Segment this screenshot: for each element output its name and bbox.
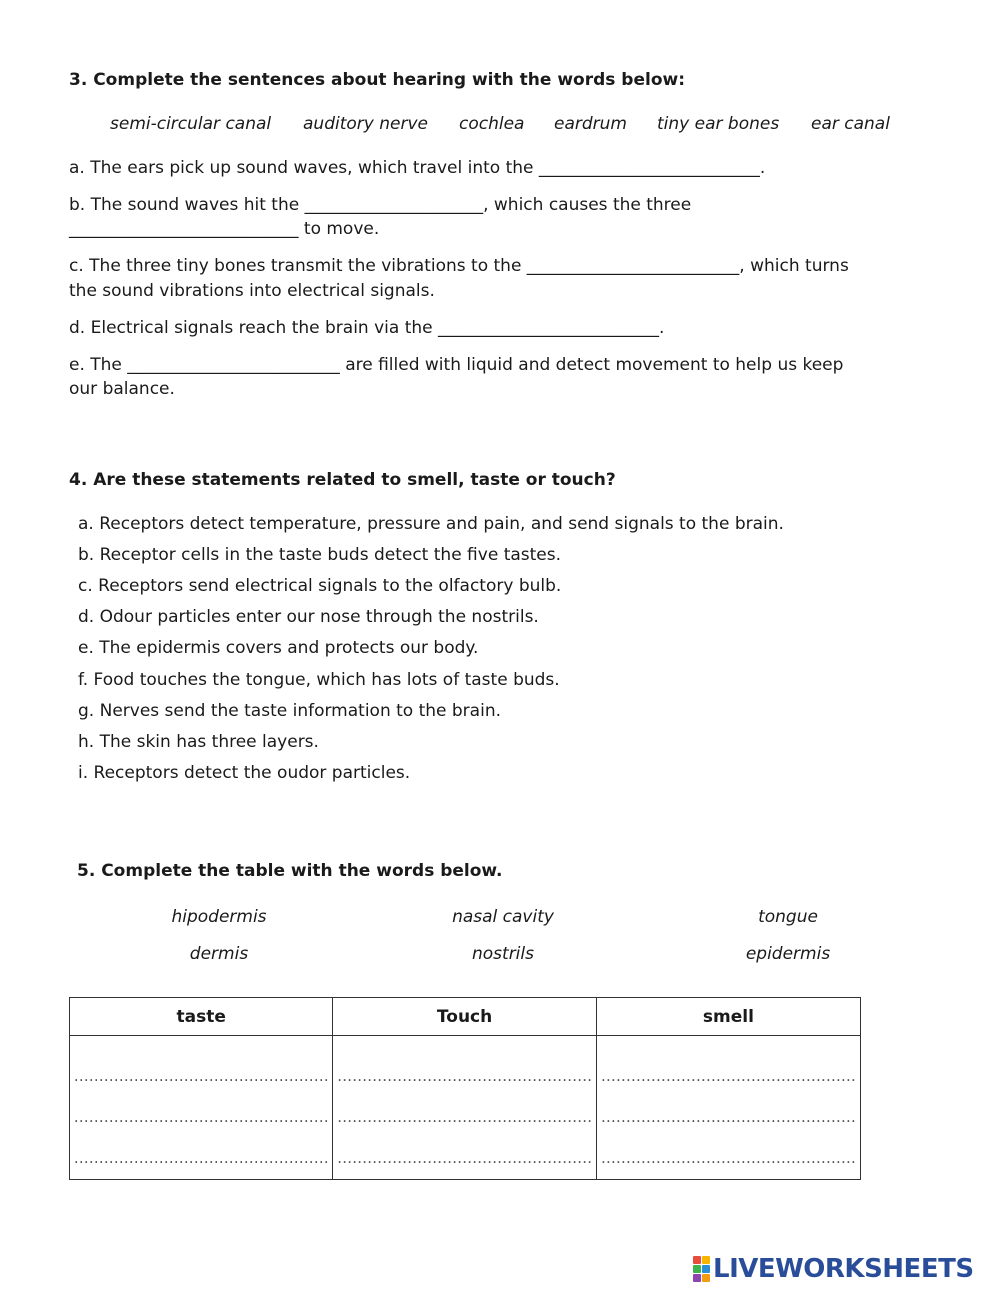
- logo-text: LIVEWORKSHEETS: [713, 1254, 974, 1284]
- liveworksheets-logo: [693, 1254, 974, 1284]
- answer-blank[interactable]: ……………………………………………: [337, 1067, 593, 1085]
- answer-blank[interactable]: ……………………………………………: [337, 1149, 593, 1167]
- answer-blank[interactable]: ……………………………………………: [73, 1108, 329, 1126]
- statement-item: b. Receptor cells in the taste buds detect the five tastes.: [78, 545, 562, 565]
- statement-item: c. Receptors send electrical signals to the olfactory bulb.: [78, 576, 562, 596]
- word-bank-item: eardrum: [554, 114, 627, 134]
- statement-item: e. The epidermis covers and protects our body.: [78, 638, 479, 658]
- answer-blank[interactable]: ……………………………………………: [73, 1149, 329, 1167]
- sentence-c-line-2: the sound vibrations into electrical signals.: [69, 281, 435, 301]
- taste-answer-cell[interactable]: [70, 1036, 333, 1180]
- word-bank-item: epidermis: [745, 944, 831, 964]
- statement-item: i. Receptors detect the oudor particles.: [78, 763, 411, 783]
- statement-item: a. Receptors detect temperature, pressure and pain, and send signals to the brain.: [78, 514, 784, 534]
- statement-item: f. Food touches the tongue, which has lots of taste buds.: [78, 670, 560, 690]
- answer-blank[interactable]: ……………………………………………: [600, 1108, 856, 1126]
- statement-item: d. Odour particles enter our nose through the nostrils.: [78, 607, 539, 627]
- sentence-d: d. Electrical signals reach the brain via the __________________________.: [69, 318, 665, 338]
- sentence-e-line-1: e. The _________________________ are filled with liquid and detect movement to help us keep: [69, 355, 844, 375]
- word-bank-item: ear canal: [811, 114, 890, 134]
- sentence-e-line-2: our balance.: [69, 379, 175, 399]
- word-bank-item: tongue: [758, 907, 818, 927]
- sentence-c-line-1: c. The three tiny bones transmit the vibrations to the _________________________, which turns: [69, 256, 849, 276]
- word-bank-item: tiny ear bones: [657, 114, 780, 134]
- touch-answer-cell[interactable]: [333, 1036, 596, 1180]
- sentence-a: a. The ears pick up sound waves, which travel into the __________________________.: [69, 158, 766, 178]
- answer-blank[interactable]: ……………………………………………: [337, 1108, 593, 1126]
- word-bank-item: dermis: [189, 944, 249, 964]
- word-bank-item: nostrils: [472, 944, 534, 964]
- word-bank-item: auditory nerve: [303, 114, 428, 134]
- answer-blank[interactable]: ……………………………………………: [600, 1067, 856, 1085]
- word-bank-item: semi-circular canal: [110, 114, 272, 134]
- word-bank-item: hipodermis: [171, 907, 267, 927]
- answer-blank[interactable]: ……………………………………………: [600, 1149, 856, 1167]
- word-bank-item: nasal cavity: [452, 907, 554, 927]
- section-3-title: 3. Complete the sentences about hearing with the words below:: [69, 70, 686, 90]
- smell-answer-cell[interactable]: [596, 1036, 860, 1180]
- section-5-title: 5. Complete the table with the words below.: [77, 861, 503, 881]
- word-bank-item: cochlea: [459, 114, 525, 134]
- column-header-taste: taste: [70, 998, 333, 1036]
- section-4-title: 4. Are these statements related to smell, taste or touch?: [69, 470, 616, 490]
- sentence-b-line-2: ___________________________ to move.: [69, 219, 380, 239]
- sentence-b-line-1: b. The sound waves hit the _____________________, which causes the three: [69, 195, 692, 215]
- logo-grid-icon: [693, 1256, 710, 1282]
- answer-table: [69, 997, 861, 1180]
- column-header-touch: Touch: [333, 998, 596, 1036]
- column-header-smell: smell: [596, 998, 860, 1036]
- statement-item: g. Nerves send the taste information to the brain.: [78, 701, 501, 721]
- statement-item: h. The skin has three layers.: [78, 732, 319, 752]
- answer-blank[interactable]: ……………………………………………: [73, 1067, 329, 1085]
